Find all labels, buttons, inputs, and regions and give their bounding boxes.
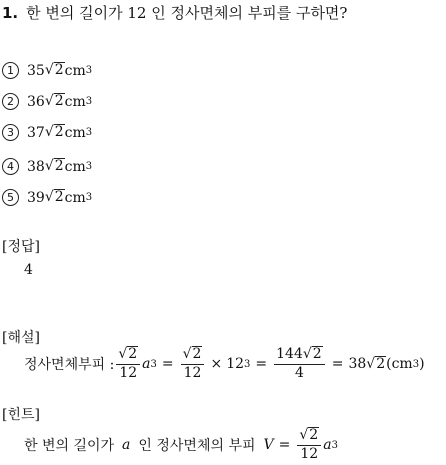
fraction: √ 2 12 — [116, 346, 140, 382]
fraction: √ 2 12 — [181, 346, 205, 382]
option-marker: 1 — [2, 62, 19, 79]
option-coef: 35 — [27, 62, 45, 79]
option-5[interactable]: 5 39 √ 2 cm 3 — [2, 189, 92, 206]
option-1[interactable]: 1 35 √ 2 cm 3 — [2, 62, 92, 79]
answer-heading: [정답] — [2, 239, 40, 255]
sqrt-symbol: √ 2 — [44, 124, 64, 141]
question-number: 1. — [2, 4, 19, 22]
option-unit: cm — [64, 93, 86, 110]
option-coef: 38 — [27, 158, 45, 175]
explanation-label: 정사면체부피 : — [24, 357, 115, 373]
fraction: √ 2 12 — [297, 427, 321, 463]
option-4[interactable]: 4 38 √ 2 cm 3 — [2, 158, 92, 175]
option-2[interactable]: 2 36 √ 2 cm 3 — [2, 93, 92, 110]
option-unit: cm — [64, 189, 86, 206]
hint-heading: [힌트] — [2, 407, 40, 423]
option-unit: cm — [64, 124, 86, 141]
explanation-heading: [해설] — [2, 330, 40, 346]
option-coef: 37 — [27, 124, 45, 141]
question — [2, 2, 347, 23]
option-marker: 4 — [2, 158, 19, 175]
option-unit: cm — [64, 62, 86, 79]
option-unit: cm — [64, 158, 86, 175]
sqrt-symbol: √ 2 — [44, 93, 64, 110]
fraction: 144 √ 2 4 — [274, 346, 325, 382]
question-text: 한 변의 길이가 12 인 정사면체의 부피를 구하면? — [26, 4, 348, 22]
sqrt-symbol: √ 2 — [44, 158, 64, 175]
explanation-formula: 정사면체부피 : √ 2 12 a 3 = √ 2 12 × 12 3 = 144 √ 2 4 = 38 √ 2 (cm 3 ) — [24, 346, 425, 381]
option-coef: 36 — [27, 93, 45, 110]
option-marker: 5 — [2, 189, 19, 206]
sqrt-symbol: √ 2 — [44, 189, 64, 206]
option-marker: 2 — [2, 93, 19, 110]
answer-value: 4 — [24, 262, 33, 278]
option-3[interactable]: 3 37 √ 2 cm 3 — [2, 124, 92, 141]
sqrt-symbol: √ 2 — [44, 62, 64, 79]
option-marker: 3 — [2, 124, 19, 141]
option-coef: 39 — [27, 189, 45, 206]
hint-text: 한 변의 길이가 a 인 정사면체의 부피 V = √ 2 12 a 3 — [24, 427, 338, 462]
